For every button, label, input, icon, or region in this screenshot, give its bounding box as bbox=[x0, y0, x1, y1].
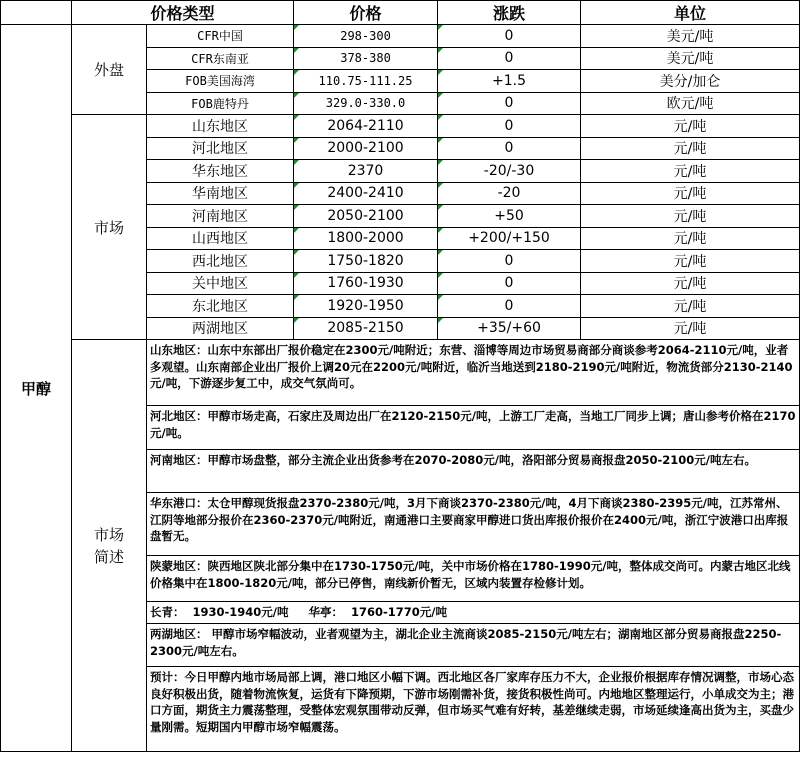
summary-paragraph: 两湖地区： 甲醇市场窄幅波动，业者观望为主，湖北企业主流商谈2085-2150元/吨左右；湖南地区部分贸易商报盘2250-2300元/吨左右。 bbox=[147, 624, 800, 667]
summary-group-label bbox=[72, 340, 147, 752]
region-name: CFR东南亚 bbox=[147, 47, 294, 70]
change-value: 0 bbox=[438, 47, 581, 70]
region-name: CFR中国 bbox=[147, 25, 294, 48]
region-name: FOB鹿特丹 bbox=[147, 92, 294, 115]
region-name: 山西地区 bbox=[147, 227, 294, 250]
unit-value: 元/吨 bbox=[581, 272, 800, 295]
change-value: 0 bbox=[438, 295, 581, 318]
price-value: 378-380 bbox=[294, 47, 438, 70]
unit-value: 元/吨 bbox=[581, 182, 800, 205]
change-value: +35/+60 bbox=[438, 317, 581, 340]
region-name: 华南地区 bbox=[147, 182, 294, 205]
price-value: 1800-2000 bbox=[294, 227, 438, 250]
unit-value: 元/吨 bbox=[581, 205, 800, 228]
summary-row bbox=[1, 340, 800, 406]
change-value: -20/-30 bbox=[438, 160, 581, 183]
change-value: +50 bbox=[438, 205, 581, 228]
unit-value: 元/吨 bbox=[581, 317, 800, 340]
region-name: 华东地区 bbox=[147, 160, 294, 183]
product-label: 甲醇 bbox=[1, 25, 72, 752]
header-row bbox=[1, 1, 800, 25]
region-name: 河北地区 bbox=[147, 137, 294, 160]
price-value: 2064-2110 bbox=[294, 115, 438, 138]
summary-paragraph: 山东地区：山东中东部出厂报价稳定在2300元/吨附近；东营、淄博等周边市场贸易商部分商谈参考2064-2110元/吨，业者多观望。山东南部企业出厂报价上调20元在2200元/吨附近，临沂当地送到2180-2190元/吨附近，物流货部分2130-2140元/吨，下游逐步复工中，成交气氛尚可。 bbox=[147, 340, 800, 406]
price-value: 2050-2100 bbox=[294, 205, 438, 228]
header-change: 涨跌 bbox=[438, 1, 581, 25]
unit-value: 美元/吨 bbox=[581, 47, 800, 70]
change-value: 0 bbox=[438, 250, 581, 273]
summary-paragraph: 华东港口：太仓甲醇现货报盘2370-2380元/吨，3月下商谈2370-2380元/吨，4月下商谈2380-2395元/吨，江苏常州、江阴等地部分报价在2360-2370元/吨附近，南通港口主要商家甲醇进口货出库报价报价在2400元/吨，浙江宁波港口出库报盘暂无。 bbox=[147, 493, 800, 556]
region-name: FOB美国海湾 bbox=[147, 70, 294, 93]
table-row bbox=[1, 25, 800, 48]
external-group-label: 外盘 bbox=[72, 25, 147, 115]
unit-value: 元/吨 bbox=[581, 227, 800, 250]
price-value: 1760-1930 bbox=[294, 272, 438, 295]
change-value: 0 bbox=[438, 25, 581, 48]
unit-value: 元/吨 bbox=[581, 250, 800, 273]
unit-value: 元/吨 bbox=[581, 160, 800, 183]
unit-value: 美元/吨 bbox=[581, 25, 800, 48]
summary-label-line1: 市场 bbox=[93, 525, 124, 544]
price-value: 298-300 bbox=[294, 25, 438, 48]
change-value: 0 bbox=[438, 272, 581, 295]
unit-value: 元/吨 bbox=[581, 137, 800, 160]
summary-paragraph: 河北地区：甲醇市场走高，石家庄及周边出厂在2120-2150元/吨，上游工厂走高，当地工厂同步上调；唐山参考价格在2170元/吨。 bbox=[147, 406, 800, 450]
change-value: 0 bbox=[438, 137, 581, 160]
change-value: -20 bbox=[438, 182, 581, 205]
unit-value: 元/吨 bbox=[581, 115, 800, 138]
price-value: 2370 bbox=[294, 160, 438, 183]
summary-paragraph: 长青： 1930-1940元/吨 华亭： 1760-1770元/吨 bbox=[147, 602, 800, 624]
summary-label-line2: 简述 bbox=[93, 547, 124, 566]
price-value: 110.75-111.25 bbox=[294, 70, 438, 93]
header-price: 价格 bbox=[294, 1, 438, 25]
region-name: 山东地区 bbox=[147, 115, 294, 138]
summary-paragraph: 预计：今日甲醇内地市场局部上调，港口地区小幅下调。西北地区各厂家库存压力不大，企业报价根据库存情况调整，市场心态良好积极出货，随着物流恢复，运货有下降预期，下游市场刚需补货，接货积极性尚可。内地地区整理运行，小单成交为主；港口方面，期货主力震荡整理，受整体宏观氛围带动反弹，但市场买气难有好转，基差继续走弱，市场延续逢高出货为主，买盘少量刚需。短期国内甲醇市场窄幅震荡。 bbox=[147, 667, 800, 752]
unit-value: 元/吨 bbox=[581, 295, 800, 318]
price-value: 1750-1820 bbox=[294, 250, 438, 273]
change-value: 0 bbox=[438, 92, 581, 115]
change-value: +1.5 bbox=[438, 70, 581, 93]
change-value: 0 bbox=[438, 115, 581, 138]
region-name: 东北地区 bbox=[147, 295, 294, 318]
region-name: 关中地区 bbox=[147, 272, 294, 295]
region-name: 两湖地区 bbox=[147, 317, 294, 340]
price-value: 2400-2410 bbox=[294, 182, 438, 205]
price-value: 329.0-330.0 bbox=[294, 92, 438, 115]
change-value: +200/+150 bbox=[438, 227, 581, 250]
region-name: 西北地区 bbox=[147, 250, 294, 273]
table-row bbox=[1, 115, 800, 138]
price-value: 1920-1950 bbox=[294, 295, 438, 318]
summary-paragraph: 陕蒙地区：陕西地区陕北部分集中在1730-1750元/吨，关中市场价格在1780-1990元/吨，整体成交尚可。内蒙古地区北线价格集中在1800-1820元/吨，部分已停售，南线新价暂无，区域内装置存检修计划。 bbox=[147, 556, 800, 602]
unit-value: 欧元/吨 bbox=[581, 92, 800, 115]
summary-paragraph: 河南地区：甲醇市场盘整，部分主流企业出货参考在2070-2080元/吨，洛阳部分贸易商报盘2050-2100元/吨左右。 bbox=[147, 450, 800, 493]
region-name: 河南地区 bbox=[147, 205, 294, 228]
price-value: 2085-2150 bbox=[294, 317, 438, 340]
header-type: 价格类型 bbox=[72, 1, 294, 25]
market-group-label: 市场 bbox=[72, 115, 147, 340]
price-value: 2000-2100 bbox=[294, 137, 438, 160]
unit-value: 美分/加仑 bbox=[581, 70, 800, 93]
header-unit: 单位 bbox=[581, 1, 800, 25]
header-blank bbox=[1, 1, 72, 25]
